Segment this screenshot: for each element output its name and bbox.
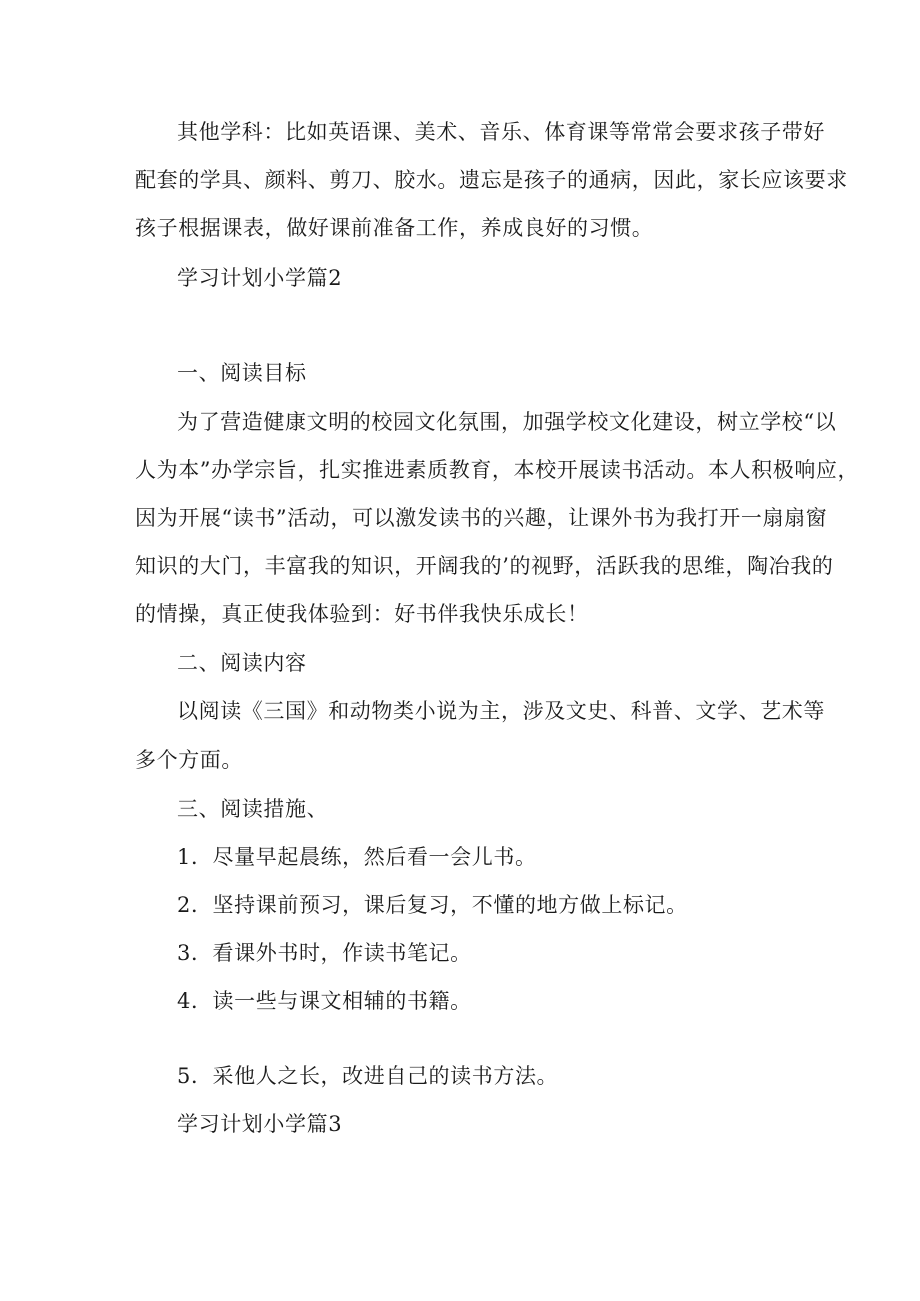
list-item: 1．尽量早起晨练，然后看一会儿书。 — [177, 845, 537, 869]
paragraph-line: 孩子根据课表，做好课前准备工作，养成良好的习惯。 — [135, 216, 654, 240]
paragraph-line: 人为本”办学宗旨，扎实推进素质教育，本校开展读书活动。本人积极响应， — [135, 458, 860, 482]
paragraph-line: 因为开展“读书”活动，可以激发读书的兴趣，让课外书为我打开一扇扇窗 — [135, 506, 828, 530]
paragraph-line: 为了营造健康文明的校园文化氛围，加强学校文化建设，树立学校“以 — [177, 410, 837, 434]
list-item: 2．坚持课前预习，课后复习，不懂的地方做上标记。 — [177, 893, 688, 917]
subsection-title: 三、阅读措施、 — [177, 797, 329, 821]
paragraph-line: 知识的大门，丰富我的知识，开阔我的’的视野，活跃我的思维，陶冶我的 — [135, 554, 834, 578]
subsection-title: 二、阅读内容 — [177, 651, 307, 675]
paragraph-line: 配套的学具、颜料、剪刀、胶水。遗忘是孩子的通病，因此，家长应该要求 — [135, 168, 848, 192]
section-heading: 学习计划小学篇2 — [177, 266, 343, 290]
list-item: 3．看课外书时，作读书笔记。 — [177, 941, 472, 965]
paragraph-line: 以阅读《三国》和动物类小说为主，涉及文史、科普、文学、艺术等 — [177, 699, 825, 723]
subsection-title: 一、阅读目标 — [177, 361, 307, 385]
list-item: 5．采他人之长，改进自己的读书方法。 — [177, 1064, 559, 1088]
paragraph-line: 多个方面。 — [135, 748, 243, 772]
list-item: 4．读一些与课文相辅的书籍。 — [177, 989, 472, 1013]
paragraph-line: 其他学科：比如英语课、美术、音乐、体育课等常常会要求孩子带好 — [177, 120, 825, 144]
paragraph-line: 的情操，真正使我体验到：好书伴我快乐成长！ — [135, 602, 589, 626]
section-heading: 学习计划小学篇3 — [177, 1112, 343, 1136]
